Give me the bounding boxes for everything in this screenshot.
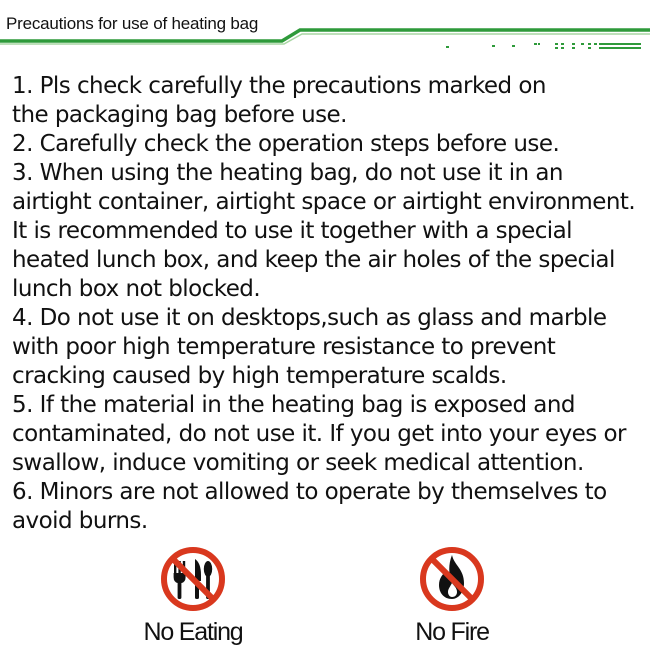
precaution-item: 2. Carefully check the operation steps before use. xyxy=(12,131,560,157)
no-fire-label: No Fire xyxy=(415,618,489,646)
no-eating-label: No Eating xyxy=(143,618,243,646)
precautions-list xyxy=(12,72,644,536)
precaution-item: 3. When using the heating bag, do not use it in an airtight container, airtight space or airtight environment. It is recommended to use it together with a special heated lunch box, and keep the air holes of the special lunch box not blocked. xyxy=(12,160,636,302)
page-title: Precautions for use of heating bag xyxy=(6,14,259,33)
no-eating-sign xyxy=(118,545,268,647)
precaution-item: 1. Pls check carefully the precautions marked on the packaging bag before use. xyxy=(12,73,546,128)
no-eating-icon xyxy=(159,545,227,613)
no-fire-sign xyxy=(377,545,527,647)
dotted-stripe-decoration xyxy=(446,43,641,49)
precaution-item: 5. If the material in the heating bag is exposed and contaminated, do not use it. If you get into your eyes or swallow, induce vomiting or seek medical attention. xyxy=(12,392,626,476)
precaution-item: 4. Do not use it on desktops,such as glass and marble with poor high temperature resistance to prevent cracking caused by high temperature scalds. xyxy=(12,305,607,389)
precaution-item: 6. Minors are not allowed to operate by themselves to avoid burns. xyxy=(12,479,607,534)
no-fire-icon xyxy=(418,545,486,613)
header-banner xyxy=(0,0,650,60)
